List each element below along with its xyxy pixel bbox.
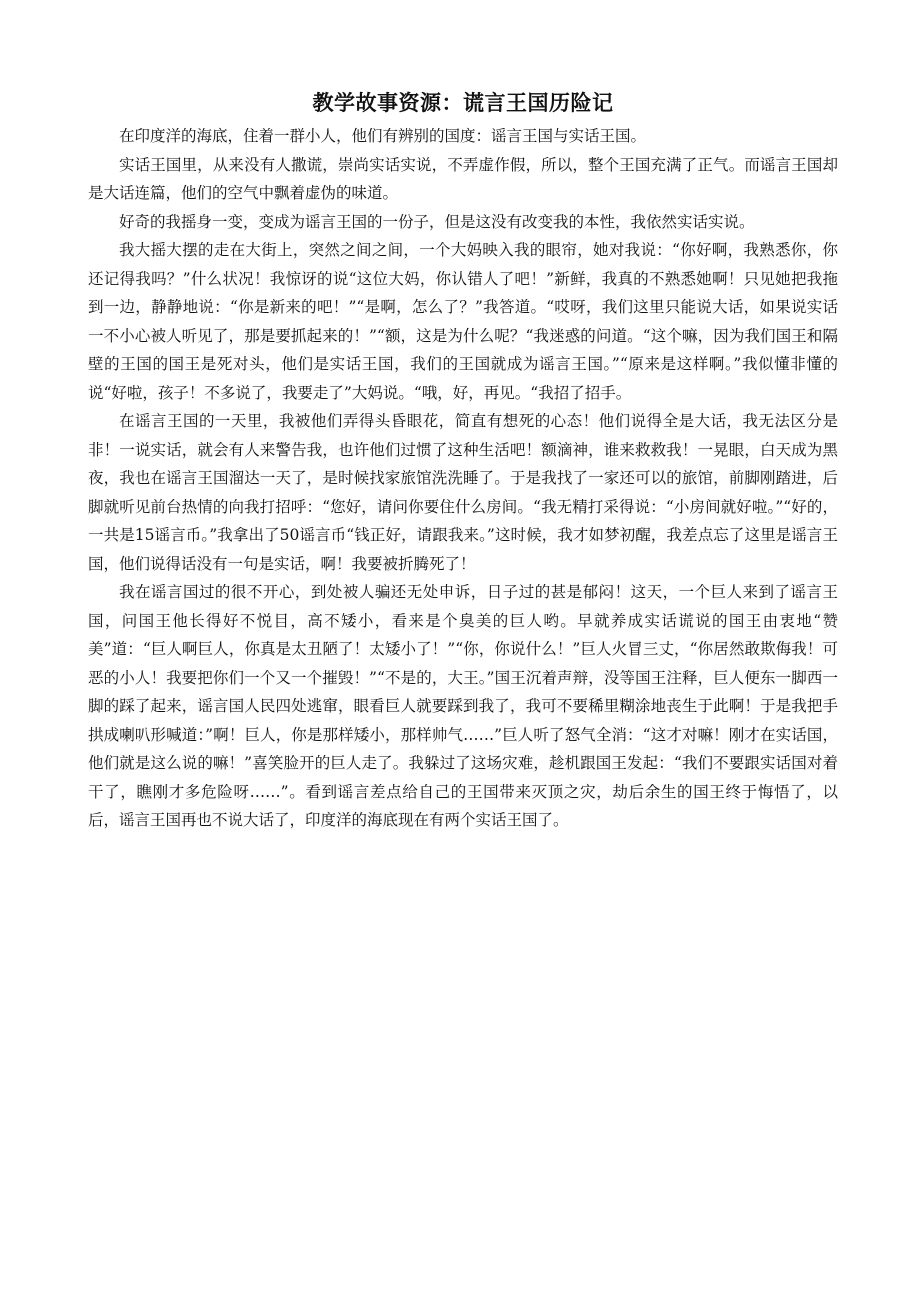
paragraph-intro: 在印度洋的海底，住着一群小人，他们有辨别的国度：谣言王国与实话王国。 xyxy=(119,127,647,145)
paragraph-meeting-aunt: 我大摇大摆的走在大街上，突然之间之间，一个大妈映入我的眼帘，她对我说：“你好啊，我熟悉你，你还记得我吗？”什么状况！我惊讶的说“这位大妈，你认错人了吧！”新鲜，我真的不熟悉她啊！只见她把我拖到一边，静静地说：“你是新来的吧！”“是啊，怎么了？”我答道。“哎呀，我们这里只能说大话，如果说实话一不小心被人听见了，那是要抓起来的！”“额，这是为什么呢？“我迷惑的问道。“这个嘛，因为我们国王和隔壁的王国的国王是死对头，他们是实话王国，我们的王国就成为谣言王国。”“原来是这样啊。”我似懂非懂的说“好啦，孩子！不多说了，我要走了”大妈说。“哦，好，再见。“我招了招手。 xyxy=(88,241,838,402)
document-page xyxy=(88,88,838,835)
paragraph-giant: 我在谣言国过的很不开心，到处被人骗还无处申诉，日子过的甚是郁闷！这天，一个巨人来到了谣言王国，问国王他长得好不悦目，高不矮小，看来是个臭美的巨人哟。早就养成实话谎说的国王由衷地“赞美”道：“巨人啊巨人，你真是太丑陋了！太矮小了！”“你，你说什么！”巨人火冒三丈，“你居然敢欺侮我！可恶的小人！我要把你们一个又一个摧毁！”“不是的，大王。”国王沉着声辩，没等国王注释，巨人便东一脚西一脚的踩了起来，谣言国人民四处逃窜，眼看巨人就要踩到我了，我可不要稀里糊涂地丧生于此啊！于是我把手拱成喇叭形喊道：”啊！巨人，你是那样矮小，那样帅气……”巨人听了怒气全消：“这才对嘛！刚才在实话国，他们就是这么说的嘛！”喜笑脸开的巨人走了。我躲过了这场灾难，趁机跟国王发起：“我们不要跟实话国对着干了，瞧刚才多危险呀……”。看到谣言差点给自己的王国带来灭顶之灾，劫后余生的国王终于悔悟了，以后，谣言王国再也不说大话了，印度洋的海底现在有两个实话王国了。 xyxy=(88,583,838,829)
paragraph-two-kingdoms: 实话王国里，从来没有人撒谎，崇尚实话实说，不弄虚作假，所以，整个王国充满了正气。而谣言王国却是大话连篇，他们的空气中飘着虚伪的味道。 xyxy=(88,155,838,202)
document-title: 教学故事资源：谎言王国历险记 xyxy=(312,91,614,115)
paragraph-hotel: 在谣言王国的一天里，我被他们弄得头昏眼花，简直有想死的心态！他们说得全是大话，我无法区分是非！一说实话，就会有人来警告我，也许他们过惯了这种生活吧！额滴神，谁来救救我！一晃眼，白天成为黑夜，我也在谣言王国溜达一天了，是时候找家旅馆洗洗睡了。于是我找了一家还可以的旅馆，前脚刚踏进，后脚就听见前台热情的向我打招呼：“您好，请问你要住什么房间。“我无精打采得说：“小房间就好啦。”“好的，一共是15谣言币。”我拿出了50谣言币“钱正好，请跟我来。”这时候，我才如梦初醒，我差点忘了这里是谣言王国，他们说得话没有一句是实话，啊！我要被折腾死了！ xyxy=(88,412,838,573)
paragraph-transformation: 好奇的我摇身一变，变成为谣言王国的一份子，但是这没有改变我的本性，我依然实话实说。 xyxy=(119,212,755,231)
